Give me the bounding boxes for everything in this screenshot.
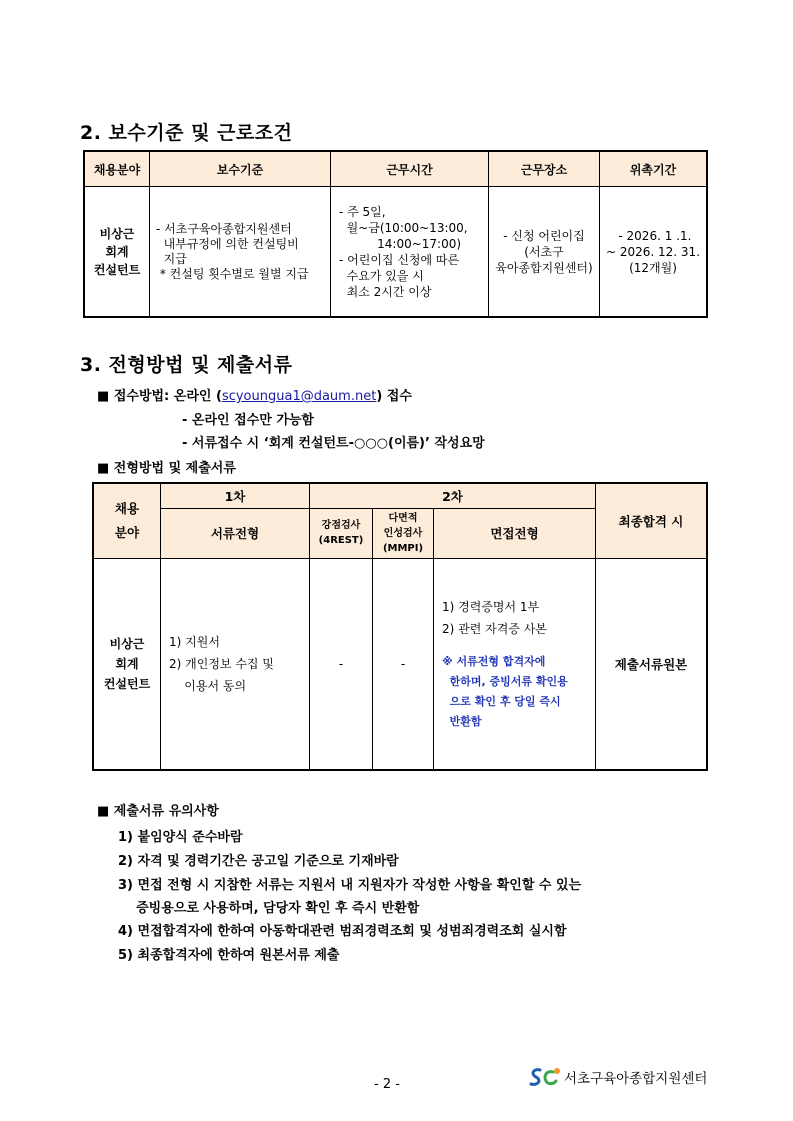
row-hours: - 주 5일, 월~금(10:00~13:00, 14:00~17:00) - 어린이집 신청에 따른 수요가 있을 시 최소 2시간 이상 — [331, 187, 489, 318]
section2-title: 2. 보수기준 및 근로조건 — [80, 122, 293, 144]
note-item-4: 4) 면접합격자에 한하여 아동학대관련 범죄경력조회 및 성범죄경력조회 실시함 — [118, 924, 567, 939]
row-interview — [434, 558, 596, 770]
header-first-round: 1차 — [161, 483, 310, 508]
header-final: 최종합격 시 — [596, 483, 708, 558]
notes-heading: ■ 제출서류 유의사항 — [97, 804, 219, 819]
header-interview: 면접전형 — [434, 508, 596, 558]
reception-label-post: ) 접수 — [376, 389, 412, 404]
page-number: - 2 - — [374, 1077, 400, 1092]
row-place: - 신청 어린이집 (서초구 육아종합지원센터) — [489, 187, 600, 318]
row-pay: - 서초구육아종합지원센터 내부규정에 의한 컨설팅비 지급 * 컨설팅 횟수별로 월별 지급 — [150, 187, 331, 318]
row-personality: - — [373, 558, 434, 770]
row-field: 비상근 회계 컨설턴트 — [84, 187, 150, 318]
row-aptitude: - — [310, 558, 373, 770]
note-item-5: 5) 최종합격자에 한하여 원본서류 제출 — [118, 948, 340, 963]
interview-list: 1) 경력증명서 1부 2) 관련 자격증 사본 — [442, 599, 547, 636]
note-item-3: 3) 면접 전형 시 지참한 서류는 지원서 내 지원자가 작성한 사항을 확인할 수 있는 — [118, 878, 582, 893]
center-logo-icon — [528, 1066, 562, 1088]
center-name: 서초구육아종합지원센터 — [564, 1071, 708, 1087]
email-link[interactable]: scyoungua1@daum.net — [221, 389, 377, 404]
header-personality: 다면적 인성검사 (MMPI) — [373, 508, 434, 558]
selection-table — [92, 482, 708, 771]
note-item-3-cont: 증빙용으로 사용하며, 담당자 확인 후 즉시 반환함 — [118, 901, 420, 916]
row-field: 비상근 회계 컨설턴트 — [93, 558, 161, 770]
method-heading: ■ 전형방법 및 제출서류 — [97, 461, 236, 476]
bullet-square: ■ — [97, 389, 110, 404]
note-item-2: 2) 자격 및 경력기간은 공고일 기준으로 기재바람 — [118, 854, 399, 869]
reception-label: 접수방법: 온라인 ( — [113, 389, 222, 404]
row-document: 1) 지원서 2) 개인정보 수집 및 이용서 동의 — [161, 558, 310, 770]
header-place: 근무장소 — [489, 151, 600, 187]
reception-line — [97, 385, 412, 404]
row-period: - 2026. 1 .1. ~ 2026. 12. 31. (12개월) — [600, 187, 708, 318]
pay-conditions-table — [83, 150, 708, 318]
header-aptitude: 강점검사 (4REST) — [310, 508, 373, 558]
reception-note-2: - 서류접수 시 ‘회계 컨설턴트-○○○(이름)’ 작성요망 — [182, 436, 485, 451]
note-item-1: 1) 붙임양식 준수바람 — [118, 830, 243, 845]
header-period: 위촉기간 — [600, 151, 708, 187]
section3-title: 3. 전형방법 및 제출서류 — [80, 354, 293, 376]
header-hours: 근무시간 — [331, 151, 489, 187]
header-second-round: 2차 — [310, 483, 596, 508]
reception-note-1: - 온라인 접수만 가능함 — [182, 413, 314, 428]
header-field: 채용 분야 — [93, 483, 161, 558]
interview-note: ※ 서류전형 합격자에 한하며, 증빙서류 확인용 으로 확인 후 당일 즉시 반환함 — [442, 654, 568, 728]
footer-logo — [528, 1066, 707, 1088]
header-field: 채용분야 — [84, 151, 150, 187]
header-document: 서류전형 — [161, 508, 310, 558]
header-pay: 보수기준 — [150, 151, 331, 187]
row-final: 제출서류원본 — [596, 558, 708, 770]
